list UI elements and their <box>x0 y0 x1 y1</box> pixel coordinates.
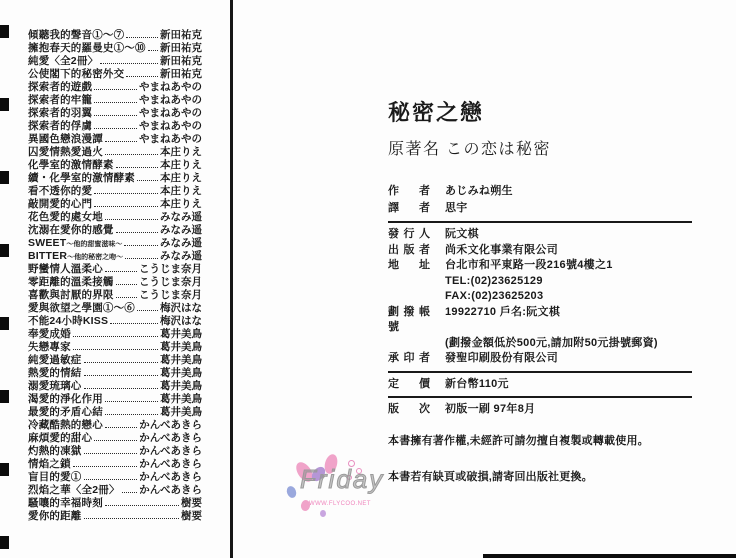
book-row <box>28 341 202 354</box>
book-author: 新田祐克 <box>160 68 202 80</box>
dot-leader <box>84 479 138 480</box>
info-row <box>388 274 718 290</box>
dot-leader <box>84 518 180 519</box>
info-value: あじみね朔生 <box>445 185 513 197</box>
dot-leader <box>94 115 137 116</box>
dot-leader <box>110 323 158 324</box>
info-value: FAX:(02)23625203 <box>445 290 544 302</box>
info-value: 思宇 <box>445 202 468 214</box>
book-author: こうじま奈月 <box>139 276 202 288</box>
book-row <box>28 302 202 315</box>
dot-leader <box>94 440 137 441</box>
dot-leader <box>84 388 159 389</box>
info-group-edition <box>388 402 718 418</box>
info-row <box>388 200 718 217</box>
book-row <box>28 29 202 42</box>
book-title: 熱愛的情結 <box>28 367 82 379</box>
info-group-price <box>388 377 718 393</box>
book-row <box>28 354 202 367</box>
dot-leader <box>105 271 137 272</box>
book-author: 樹要 <box>181 510 202 522</box>
book-title: SWEET <box>28 237 67 249</box>
dot-leader <box>126 37 158 38</box>
info-row <box>388 227 718 243</box>
scan-artifact <box>0 244 9 257</box>
info-row <box>388 377 718 393</box>
book-title: 溺愛琉璃心 <box>28 380 82 392</box>
book-row <box>28 367 202 380</box>
book-author: かんべあきら <box>139 471 202 483</box>
book-author: 梅沢はな <box>160 302 202 314</box>
book-row <box>28 198 202 211</box>
book-subtitle: ～他的秘密之吻～ <box>67 254 124 261</box>
book-title: 擁抱春天的羅曼史①～⑩ <box>28 42 146 54</box>
book-main-title: 秘密之戀 <box>388 100 485 125</box>
info-group-author <box>388 183 718 217</box>
dot-leader <box>73 466 137 467</box>
book-author: 葛井美鳥 <box>160 380 202 392</box>
book-author: やまねあやの <box>139 81 202 93</box>
book-title: 灼熱的凍獄 <box>28 445 82 457</box>
dot-leader <box>137 180 158 181</box>
book-author: かんべあきら <box>139 445 202 457</box>
separator-rule <box>388 396 692 398</box>
book-row <box>28 406 202 419</box>
book-row <box>28 315 202 328</box>
book-row <box>28 68 202 81</box>
dot-leader <box>73 349 158 350</box>
scan-artifact <box>0 536 9 549</box>
book-row <box>28 107 202 120</box>
separator-rule <box>388 221 692 223</box>
book-catalog-list <box>28 29 202 523</box>
dot-leader <box>122 492 138 493</box>
book-row <box>28 419 202 432</box>
watermark-site: WWW.FLYCOO.NET <box>309 501 371 507</box>
book-title: 公使閣下的秘密外交 <box>28 68 125 80</box>
book-author: こうじま奈月 <box>139 263 202 275</box>
book-row <box>28 497 202 510</box>
dot-leader <box>105 505 179 506</box>
book-row <box>28 510 202 523</box>
book-title: 純愛過敏症 <box>28 354 82 366</box>
info-value: 阮文棋 <box>445 228 479 240</box>
book-author: 葛井美鳥 <box>160 406 202 418</box>
info-label: 承印者 <box>388 352 430 364</box>
scan-artifact <box>0 463 9 476</box>
book-row <box>28 211 202 224</box>
dot-leader <box>116 284 137 285</box>
book-author: かんべあきら <box>139 484 202 496</box>
info-value: 台北市和平東路一段216號4樓之1 <box>445 259 613 271</box>
info-value: 新台幣110元 <box>445 377 509 390</box>
book-row <box>28 81 202 94</box>
publication-info <box>388 183 718 418</box>
book-title: 沈溺在愛你的感覺 <box>28 224 114 236</box>
scan-artifact <box>0 98 9 111</box>
book-title: 騷嚷的幸福時刻 <box>28 497 103 509</box>
info-label: 作者 <box>388 185 430 197</box>
book-author: みなみ遥 <box>160 250 202 262</box>
book-title: 不能24小時KISS <box>28 315 109 327</box>
dot-leader <box>116 167 158 168</box>
dot-leader <box>94 89 137 90</box>
book-row <box>28 328 202 341</box>
info-row <box>388 183 718 200</box>
book-author: 新田祐克 <box>160 55 202 67</box>
book-row <box>28 42 202 55</box>
book-row <box>28 393 202 406</box>
book-author: こうじま奈月 <box>139 289 202 301</box>
book-row <box>28 224 202 237</box>
book-row <box>28 237 202 250</box>
dot-leader <box>105 414 158 415</box>
book-row <box>28 445 202 458</box>
book-author: かんべあきら <box>139 419 202 431</box>
book-author: みなみ遥 <box>160 224 202 236</box>
book-author: 本庄りえ <box>160 198 202 210</box>
dot-leader <box>100 63 158 64</box>
book-author: 葛井美鳥 <box>160 341 202 353</box>
book-author: みなみ遥 <box>160 237 202 249</box>
book-row <box>28 133 202 146</box>
dot-leader <box>148 50 158 51</box>
info-row <box>388 258 718 274</box>
book-author: かんべあきら <box>139 458 202 470</box>
book-title: 異國色戀浪漫譚 <box>28 133 103 145</box>
book-row <box>28 55 202 68</box>
book-title: 續・化學室的激情酵素 <box>28 172 135 184</box>
book-row <box>28 159 202 172</box>
dot-leader <box>116 232 158 233</box>
book-author: やまねあやの <box>139 107 202 119</box>
watermark-petal-icon <box>285 485 298 499</box>
book-row <box>28 185 202 198</box>
book-title: 看不透你的愛 <box>28 185 93 197</box>
book-title: BITTER <box>28 250 68 262</box>
book-row <box>28 250 202 263</box>
info-row <box>388 336 718 352</box>
info-row <box>388 305 718 336</box>
book-author: 葛井美鳥 <box>160 367 202 379</box>
watermark-petal-icon <box>320 510 326 517</box>
dot-leader <box>116 297 137 298</box>
dot-leader <box>94 206 158 207</box>
book-row <box>28 471 202 484</box>
dot-leader <box>105 154 158 155</box>
book-author: 本庄りえ <box>160 159 202 171</box>
book-title: 烈焰之華〈全2冊〉 <box>28 484 120 496</box>
dot-leader <box>94 102 137 103</box>
book-author: 葛井美鳥 <box>160 354 202 366</box>
info-value: TEL:(02)23625129 <box>445 274 543 287</box>
info-label: 劃撥帳號 <box>388 305 430 333</box>
info-value: (劃撥金額低於500元,請加附50元掛號郵資) <box>445 336 658 349</box>
book-author: 樹要 <box>181 497 202 509</box>
book-title: 零距離的溫柔接觸 <box>28 276 114 288</box>
book-title: 化學室的激情酵素 <box>28 159 114 171</box>
bottom-scan-bar <box>483 554 736 558</box>
book-row <box>28 172 202 185</box>
book-title: 情焰之鎖 <box>28 458 71 470</box>
rights-notice: 本書擁有著作權,未經許可請勿擅自複製或轉載使用。 <box>388 434 649 447</box>
info-label: 出版者 <box>388 243 430 256</box>
info-label: 定價 <box>388 377 430 390</box>
info-label <box>388 336 430 352</box>
book-row <box>28 289 202 302</box>
book-row <box>28 458 202 471</box>
book-title: 野蠻情人溫柔心 <box>28 263 103 275</box>
book-author: 本庄りえ <box>160 172 202 184</box>
info-label: 地址 <box>388 259 430 271</box>
book-row <box>28 276 202 289</box>
original-title: 原著名 この恋は秘密 <box>388 141 552 158</box>
book-author: みなみ遥 <box>160 211 202 223</box>
book-title: 愛你的距離 <box>28 510 82 522</box>
dot-leader <box>105 401 158 402</box>
book-author: やまねあやの <box>139 120 202 132</box>
book-title: 喜歡與討厭的界限 <box>28 289 114 301</box>
book-title: 愛與欲望之學園①～⑥ <box>28 302 135 314</box>
watermark <box>276 450 385 518</box>
book-row <box>28 380 202 393</box>
dot-leader <box>126 76 158 77</box>
dot-leader <box>105 219 158 220</box>
watermark-text: Friday <box>300 464 385 494</box>
info-row <box>388 351 718 367</box>
dot-leader <box>84 375 159 376</box>
book-author: やまねあやの <box>139 133 202 145</box>
info-value: 19922710 戶名:阮文棋 <box>445 305 561 318</box>
book-author: 本庄りえ <box>160 185 202 197</box>
info-row <box>388 243 718 259</box>
book-title: 花色愛的處女地 <box>28 211 103 223</box>
dot-leader <box>84 453 138 454</box>
info-row <box>388 289 718 305</box>
dot-leader <box>125 258 158 259</box>
info-label: 譯者 <box>388 202 430 214</box>
info-value: 初版一刷 97年8月 <box>445 403 536 415</box>
info-row <box>388 402 718 418</box>
book-title: 冷藏酷熱的戀心 <box>28 419 103 431</box>
book-author: 葛井美鳥 <box>160 393 202 405</box>
scan-artifact <box>0 171 9 184</box>
book-author: 新田祐克 <box>160 42 202 54</box>
info-value: 尚禾文化事業有限公司 <box>445 243 558 256</box>
book-title: 探索者的俘虜 <box>28 120 93 132</box>
book-author: 梅沢はな <box>160 315 202 327</box>
scan-artifact <box>0 390 9 403</box>
book-author: 新田祐克 <box>160 29 202 41</box>
book-title: 探索者的羽翼 <box>28 107 93 119</box>
dot-leader <box>94 128 137 129</box>
book-title: 探索者的遊戲 <box>28 81 93 93</box>
scan-artifact <box>0 317 9 330</box>
book-author: やまねあやの <box>139 94 202 106</box>
separator-rule <box>388 371 692 373</box>
book-subtitle: ～他的甜蜜滋味～ <box>66 241 123 248</box>
book-author: 葛井美鳥 <box>160 328 202 340</box>
info-label: 發行人 <box>388 228 430 240</box>
info-label <box>388 289 430 305</box>
info-label: 版次 <box>388 403 430 415</box>
book-row <box>28 432 202 445</box>
book-row <box>28 263 202 276</box>
book-row <box>28 120 202 133</box>
dot-leader <box>105 141 137 142</box>
info-label <box>388 274 430 290</box>
book-title: 傾聽我的聲音①～⑦ <box>28 29 125 41</box>
book-title: 最愛的矛盾心結 <box>28 406 103 418</box>
dot-leader <box>94 193 158 194</box>
dot-leader <box>105 427 137 428</box>
book-title: 麻煩愛的甜心 <box>28 432 93 444</box>
info-value: 發聖印刷股份有限公司 <box>445 352 558 364</box>
colophon <box>388 100 718 484</box>
book-title: 探索者的牢籠 <box>28 94 93 106</box>
book-title: 奉愛成婚 <box>28 328 71 340</box>
book-row <box>28 484 202 497</box>
dot-leader <box>137 310 158 311</box>
return-notice: 本書若有缺頁或破損,請寄回出版社更換。 <box>388 470 593 483</box>
scan-artifact <box>0 25 9 38</box>
book-row <box>28 94 202 107</box>
info-group-publisher <box>388 227 718 367</box>
dot-leader <box>84 362 159 363</box>
page-gutter-divider <box>230 0 233 558</box>
book-row <box>28 146 202 159</box>
book-title: 失戀專家 <box>28 341 71 353</box>
book-title: 渴愛的淨化作用 <box>28 393 103 405</box>
book-author: かんべあきら <box>139 432 202 444</box>
book-title: 盲目的愛① <box>28 471 82 483</box>
book-author: 本庄りえ <box>160 146 202 158</box>
dot-leader <box>124 245 158 246</box>
book-title: 純愛〈全2冊〉 <box>28 55 99 67</box>
book-title: 囚愛情熱愛過火 <box>28 146 103 158</box>
dot-leader <box>73 336 158 337</box>
book-title: 敲開愛的心門 <box>28 198 93 210</box>
